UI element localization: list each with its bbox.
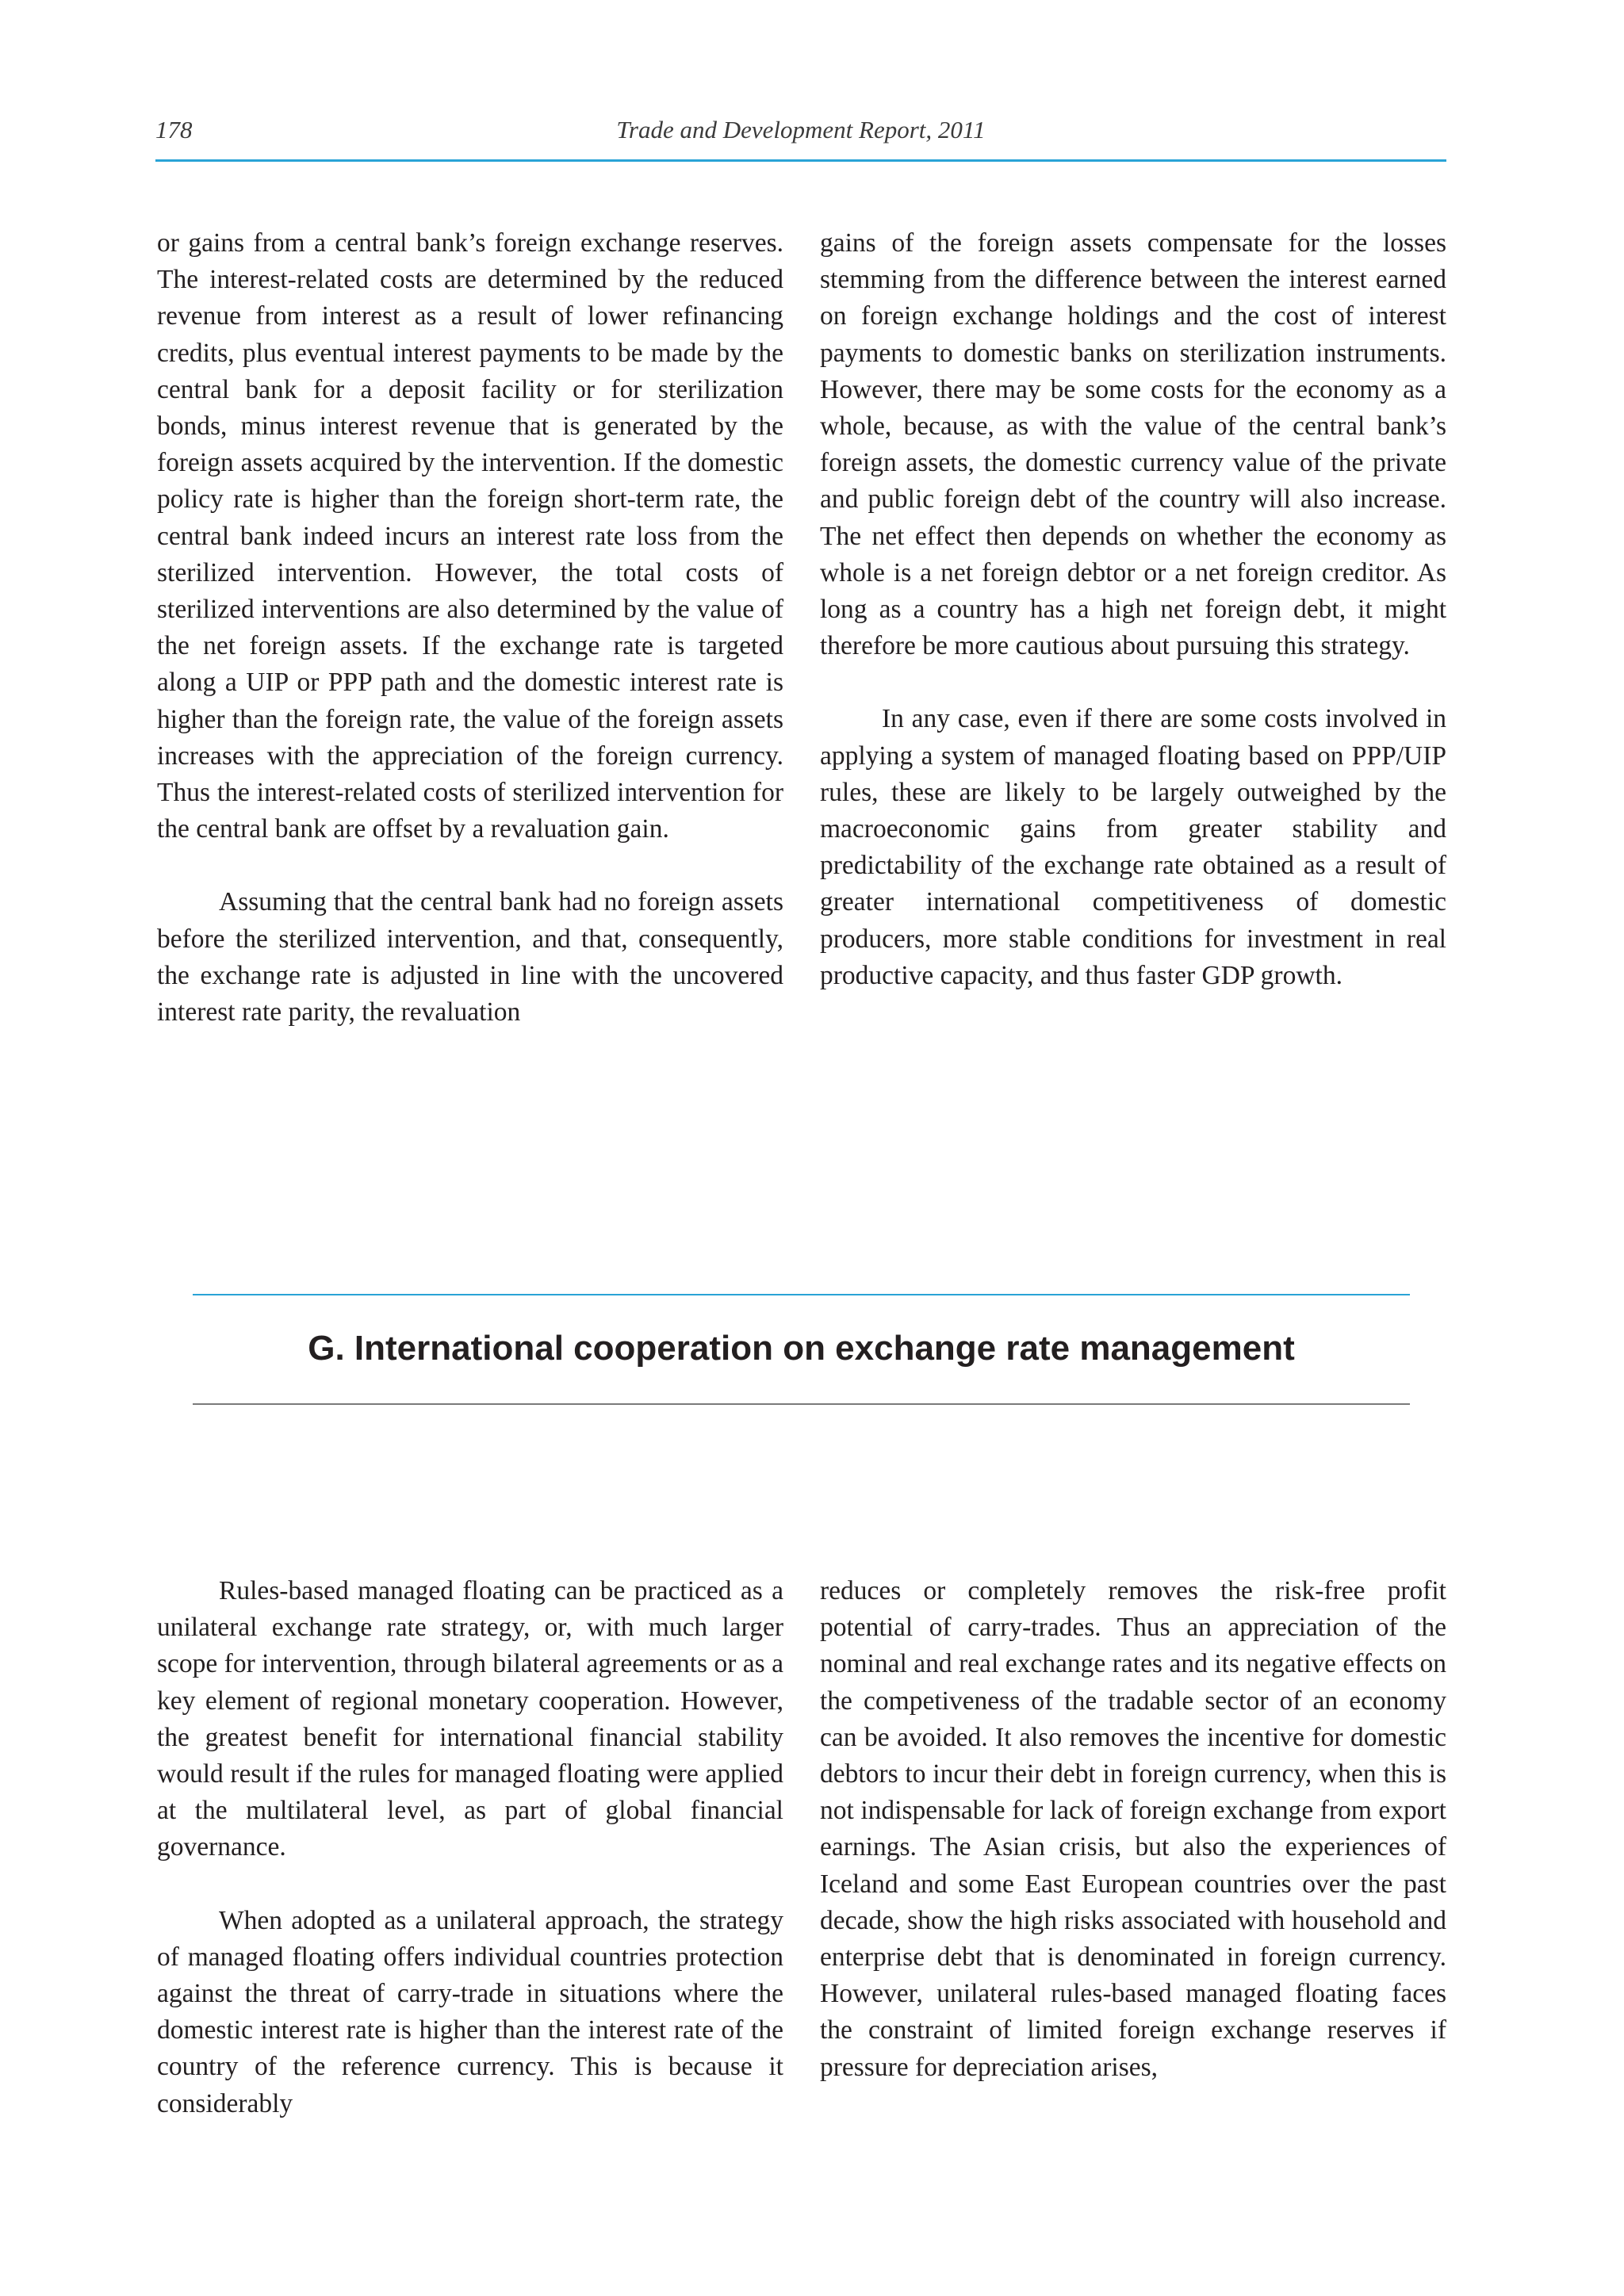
- top-right-column: [820, 225, 1446, 994]
- section-rule-bottom: [193, 1403, 1410, 1405]
- running-title: Trade and Development Report, 2011: [616, 116, 986, 144]
- paragraph: Assuming that the central bank had no foreign assets before the sterilized intervention, and that, consequently, the exchange rate is adjusted in line with the uncovered interest rate parity, the revaluation: [157, 887, 783, 1027]
- header-rule: [155, 159, 1446, 162]
- top-left-column: [157, 225, 783, 1031]
- paragraph: reduces or completely removes the risk-free profit potential of carry-trades. Thus an appreciation of the nominal and real exchange rates and its negative effects on the competiveness of the tradable sector of an economy can be avoided. It also removes the incentive for domestic debtors to incur their debt in foreign currency, when this is not indispensable for lack of foreign exchange from export earnings. The Asian crisis, but also the experiences of Iceland and some East European countries over the past decade, show the high risks associated with household and enterprise debt that is denominated in foreign currency. However, unilateral rules-based managed floating faces the constraint of limited foreign exchange reserves if pressure for depreciation arises,: [820, 1576, 1446, 2082]
- paragraph: In any case, even if there are some costs involved in applying a system of managed floating based on PPP/UIP rules, these are likely to be largely outweighed by the macroeconomic gains from greater stability and predictability of the exchange rate obtained as a result of greater international competitiveness of domestic producers, more stable conditions for investment in real productive capacity, and thus faster GDP growth.: [820, 704, 1446, 990]
- bottom-left-column: [157, 1573, 783, 2122]
- paragraph: gains of the foreign assets compensate for the losses stemming from the difference between the interest earned on foreign exchange holdings and the cost of interest payments to domestic banks on sterilization instruments. However, there may be some costs for the economy as a whole, because, as with the value of the central bank’s foreign assets, the domestic currency value of the private and public foreign debt of the country will also increase. The net effect then depends on whether the economy as whole is a net foreign debtor or a net foreign creditor. As long as a country has a high net foreign debt, it might therefore be more cautious about pursuing this strategy.: [820, 228, 1446, 661]
- paragraph: Rules-based managed floating can be practiced as a unilateral exchange rate strategy, or, with much larger scope for intervention, through bilateral agreements or as a key element of regional monetary cooperation. However, the greatest benefit for international financial stability would result if the rules for managed floating were applied at the multilateral level, as part of global financial governance.: [157, 1576, 783, 1862]
- running-header: [155, 116, 1446, 147]
- paragraph: or gains from a central bank’s foreign exchange reserves. The interest-related costs are determined by the reduced revenue from interest as a result of lower refinancing credits, plus eventual interest payments to be made by the central bank for a deposit facility or for sterilization bonds, minus interest revenue that is generated by the foreign assets acquired by the intervention. If the domestic policy rate is higher than the foreign short-term rate, the central bank indeed incurs an interest rate loss from the sterilized intervention. However, the total costs of sterilized interventions are also determined by the value of the net foreign assets. If the exchange rate is targeted along a UIP or PPP path and the domestic interest rate is higher than the foreign rate, the value of the foreign assets increases with the appreciation of the foreign currency. Thus the interest-related costs of sterilized intervention for the central bank are offset by a revaluation gain.: [157, 228, 783, 844]
- section-rule-top: [193, 1294, 1410, 1295]
- paragraph: When adopted as a unilateral approach, the strategy of managed floating offers individual countries protection against the threat of carry-trade in situations where the domestic interest rate is higher than the interest rate of the country of the reference currency. This is because it considerably: [157, 1905, 783, 2118]
- section-heading: G. International cooperation on exchange rate management: [308, 1329, 1295, 1368]
- page-number: 178: [155, 116, 193, 144]
- bottom-right-column: [820, 1573, 1446, 2086]
